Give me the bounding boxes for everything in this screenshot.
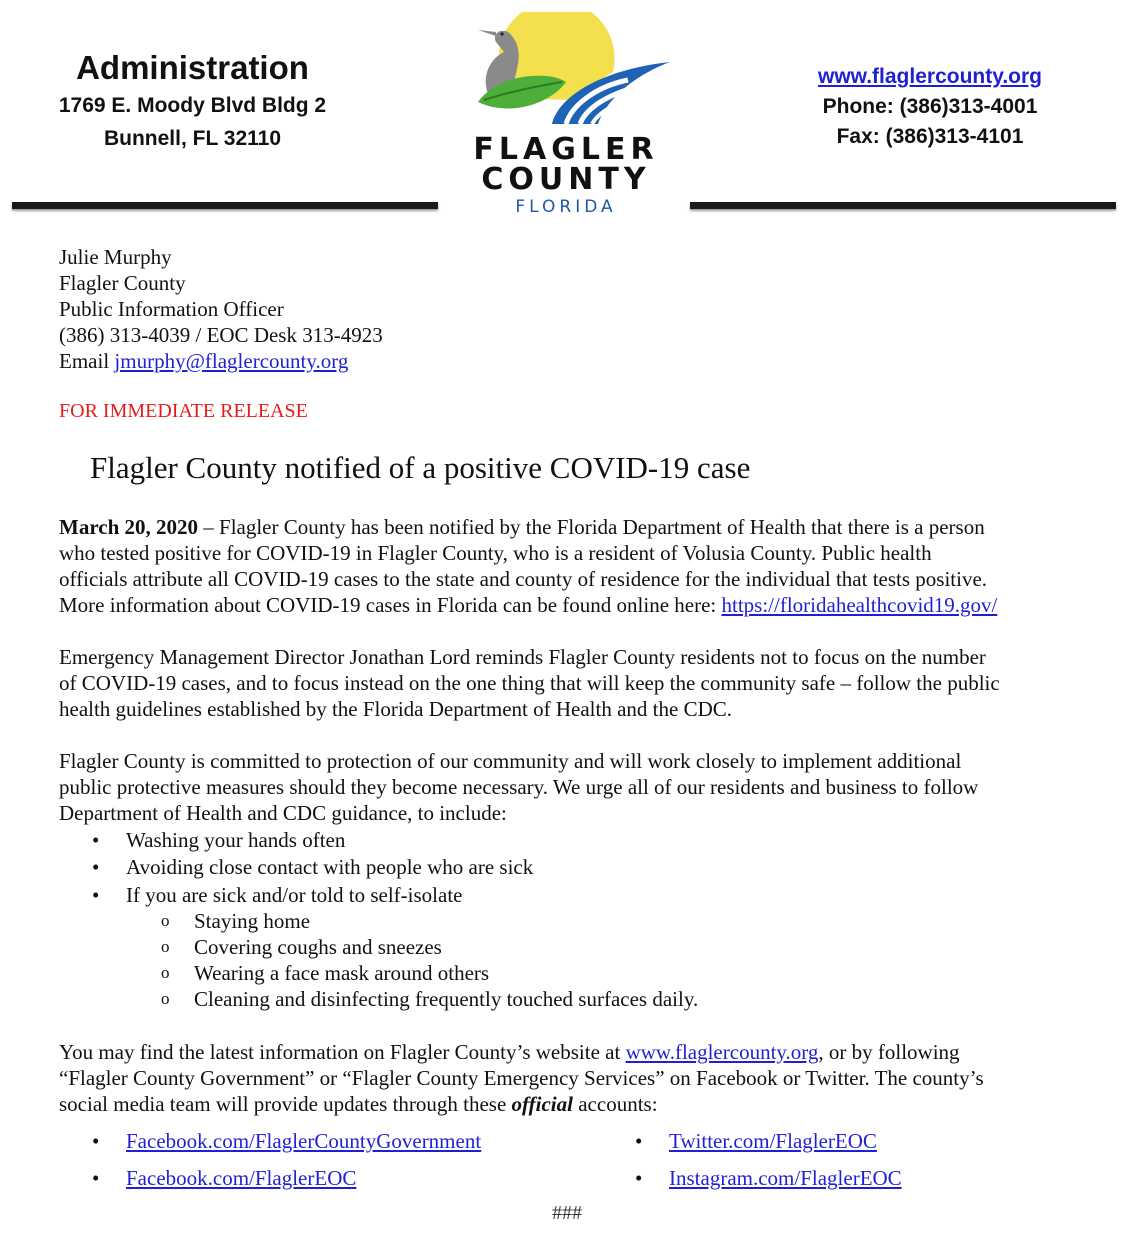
sub-list-item: o Covering coughs and sneezes [194, 934, 442, 960]
paragraph-1 [59, 514, 1099, 618]
header-contact-block [780, 62, 1080, 152]
covid-info-link[interactable]: https://floridahealthcovid19.gov/ [721, 593, 998, 617]
header-website-link[interactable]: www.flaglercounty.org [817, 65, 1043, 88]
release-label: FOR IMMEDIATE RELEASE [59, 400, 308, 422]
sub-list-item: o Cleaning and disinfecting frequently touched surfaces daily. [194, 986, 698, 1012]
p2-line1: Emergency Management Director Jonathan Lord reminds Flagler County residents not to focus on the number [59, 645, 986, 669]
social-item [126, 1128, 481, 1154]
p4-line2: “Flagler County Government” or “Flagler County Emergency Services” on Facebook or Twitter. The county’s [59, 1066, 984, 1090]
p4-line3a: social media team will provide updates through these [59, 1092, 512, 1116]
paragraph-4 [59, 1039, 1099, 1117]
end-mark: ### [552, 1202, 582, 1224]
p3-line1: Flagler County is committed to protection of our community and will work closely to implement additional [59, 749, 962, 773]
p4-line3b: accounts: [572, 1092, 658, 1116]
contact-name: Julie Murphy [59, 245, 172, 269]
header-admin-block [40, 48, 345, 154]
press-contact [59, 244, 383, 374]
contact-phone: (386) 313-4039 / EOC Desk 313-4923 [59, 323, 383, 347]
p2-line3: health guidelines established by the Florida Department of Health and the CDC. [59, 697, 733, 721]
admin-address-line1: 1769 E. Moody Blvd Bldg 2 [58, 94, 327, 117]
p1-line2: who tested positive for COVID-19 in Flagler County, who is a resident of Volusia County. Public health [59, 541, 932, 565]
contact-org: Flagler County [59, 271, 186, 295]
logo-text-flagler: FLAGLER [473, 132, 659, 167]
facebook-government-link[interactable]: Facebook.com/FlaglerCountyGovernment [126, 1129, 482, 1153]
admin-title: Administration [76, 49, 309, 86]
instagram-link[interactable]: Instagram.com/FlaglerEOC [669, 1166, 902, 1190]
contact-role: Public Information Officer [59, 297, 284, 321]
p3-line2: public protective measures should they become necessary. We urge all of our residents and business to follow [59, 775, 979, 799]
p1-line1: – Flagler County has been notified by the Florida Department of Health that there is a person [198, 515, 985, 539]
p1-line3: officials attribute all COVID-19 cases to the state and county of residence for the individual that tests positive. [59, 567, 988, 591]
facebook-eoc-link[interactable]: Facebook.com/FlaglerEOC [126, 1166, 357, 1190]
p3-line3: Department of Health and CDC guidance, to include: [59, 801, 507, 825]
header-divider-left [12, 202, 438, 209]
list-item: • If you are sick and/or told to self-isolate [126, 882, 462, 908]
header-fax: Fax: (386)313-4101 [836, 125, 1024, 148]
sub-list-item: o Wearing a face mask around others [194, 960, 489, 986]
p1-line4: More information about COVID-19 cases in Florida can be found online here: [59, 593, 722, 617]
paragraph-2 [59, 644, 1099, 722]
list-item: • Avoiding close contact with people who are sick [126, 854, 533, 880]
social-item [669, 1165, 902, 1191]
logo-text-florida: FLORIDA [515, 197, 617, 217]
p2-line2: of COVID-19 cases, and to focus instead on the one thing that will keep the community safe – follow the public [59, 671, 1000, 695]
page-title: Flagler County notified of a positive COVID-19 case [90, 450, 751, 485]
p4-line1b: , or by following [818, 1040, 960, 1064]
social-item [669, 1128, 877, 1154]
sub-list-item: o Staying home [194, 908, 310, 934]
social-item [126, 1165, 356, 1191]
contact-email-link[interactable]: jmurphy@flaglercounty.org [114, 349, 349, 373]
admin-address-line2: Bunnell, FL 32110 [103, 127, 281, 150]
contact-email-label: Email [59, 349, 115, 373]
header-divider-right [690, 202, 1116, 209]
header-phone: Phone: (386)313-4001 [822, 95, 1038, 118]
logo-text-county: COUNTY [481, 162, 651, 197]
release-date: March 20, 2020 [59, 515, 199, 539]
p4-line1a: You may find the latest information on Flagler County’s website at [59, 1040, 626, 1064]
p4-official: official [511, 1092, 573, 1116]
list-item: • Washing your hands often [126, 827, 345, 853]
county-website-link[interactable]: www.flaglercounty.org [625, 1040, 819, 1064]
paragraph-3 [59, 748, 1099, 826]
twitter-link[interactable]: Twitter.com/FlaglerEOC [669, 1129, 877, 1153]
